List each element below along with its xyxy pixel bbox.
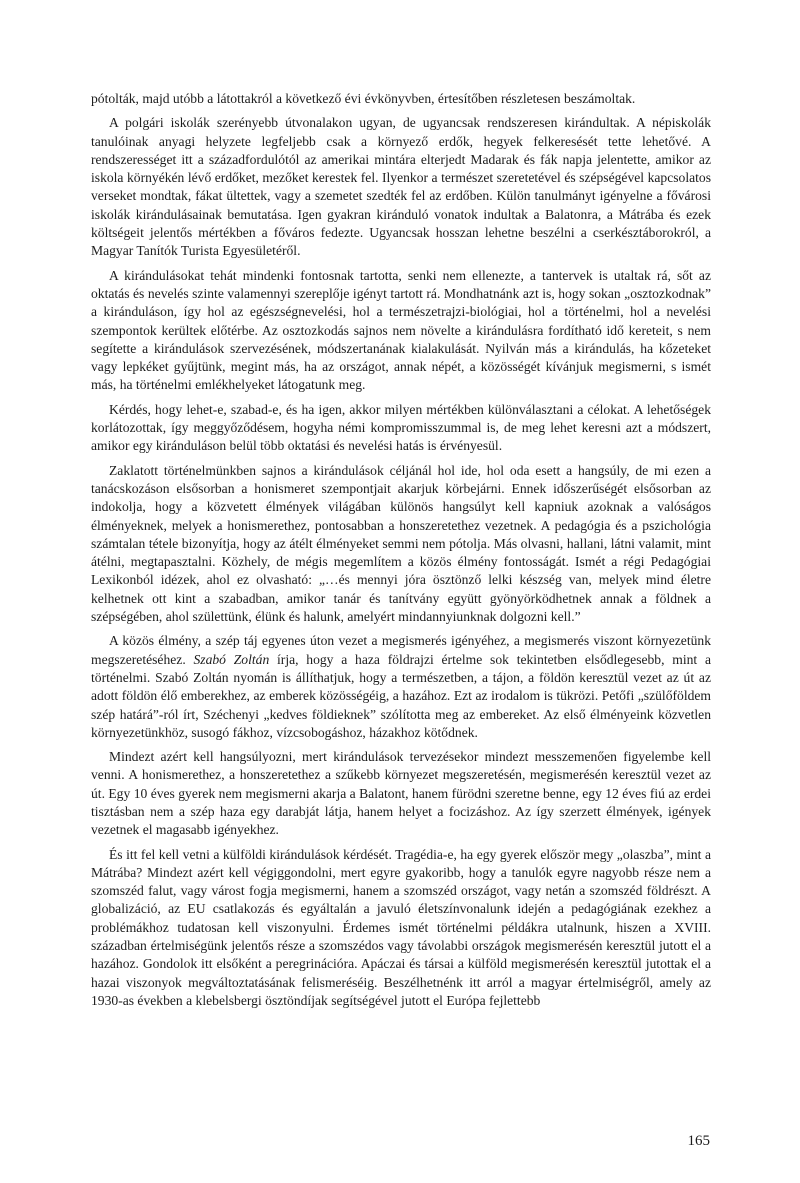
paragraph-5: Zaklatott történelmünkben sajnos a kirándulások céljánál hol ide, hol oda esett a hangsúly, de mi ezen a tanácskozáson elsősorban a honismeret szempontjait akarjuk körbejárni. Ennek időszerűségét elsősorban az indokolja, hogy a közvetett élmények világában különös hangsúlyt kell kapniuk azoknak a valóságos élményeknek, melyek a honismerethez, pontosabban a honszeretethez vezetnek. A pedagógia és a pszichológia számtalan tétele bizonyítja, hogy az átélt élményeket semmi nem pótolja. Más olvasni, hallani, látni valamit, mint átélni, megtapasztalni. Közhely, de mégis megemlítem a közös élmény fontosságát. Ismét a régi Pedagógiai Lexikonból idézek, ahol ez olvasható: „…és mennyi jóra ösztönző lelki készség van, melyek mind életre kelhetnek ott kint a szabadban, amikor tanár és tanítvány együtt gyönyörködhetnek annak a földnek a szépségében, ahol születtünk, élünk és halunk, amelyért mindannyiunknak dolgozni kell.” [91,462,711,625]
paragraph-1: pótolták, majd utóbb a látottakról a következő évi évkönyvben, értesítőben részletesen beszámoltak. [91,91,636,106]
paragraph-3: A kirándulásokat tehát mindenki fontosnak tartotta, senki nem ellenezte, a tantervek is utaltak rá, sőt az oktatás és nevelés szinte valamennyi szereplője igényt tartott rá. Mondhatnánk azt is, hogy sokan „osztozkodnak” a kiránduláson, így hol az egészségnevelési, hol a természetrajzi-biológiai, hol a történelmi, hol a nevelési szempontok kerültek előtérbe. Az osztozkodás sajnos nem növelte a kirándulásra fordítható idő kereteit, s nem segítette a kirándulások szervezésének, módszertanának kialakulását. Nyilván más a kirándulás, ha kőzeteket vagy lepkéket gyűjtünk, megint más, ha az országot, annak népét, a közösségét kívánjuk megismerni, s ismét más, ha történelmi emlékhelyeket látogatunk meg. [91,267,711,393]
paragraph-2: A polgári iskolák szerényebb útvonalakon ugyan, de ugyancsak rendszeresen kirándultak. A népiskolák tanulóinak anyagi helyzete legfeljebb csak a környező erdők, hegyek felkeresését tette lehetővé. A rendszerességet itt a századfordulótól az amerikai mintára elterjedt Madarak és fák napja jelentette, amikor az iskola környékén lévő erdőket, mezőket kerestek fel. Ilyenkor a természet szeretetével és szépségével kapcsolatos verseket mondtak, fákat ültettek, vagy a szemetet szedték fel az erdőben. Külön tanulmányt igényelne a fővárosi iskolák kirándulásainak bemutatása. Igen gyakran kiránduló vonatok indultak a Balatonra, a Mátrába és ezek költségeit jelentős mértékben a főváros fedezte. Ugyancsak hosszan lehetne beszélni a cserkésztáborokról, a Magyar Tanítók Turista Egyesületéről. [91,115,711,259]
paragraph-8: És itt fel kell vetni a külföldi kirándulások kérdését. Tragédia-e, ha egy gyerek először megy „olaszba”, mint a Mátrába? Mindezt azért kell végiggondolni, mert egyre gyakoribb, hogy a tanulók egyre nagyobb része nem a szomszéd falut, vagy várost fogja megismerni, hanem a szomszéd országot, vagy netán a szomszéd földrészt. A globalizáció, az EU csatlakozás és egyáltalán a javuló életszínvonalunk idején a pedagógiának ezekhez a problémákhoz tudatosan kell viszonyulni. Érdemes ismét történelmi példákra utalnunk, hiszen a XVIII. században értelmiségünk jelentős része a szomszédos vagy távolabbi országok megismerésén keresztül jutott el a hazához. Gondolok itt elsőként a peregrinációra. Apáczai és társai a külföld megismerésén keresztül jutottak el a hazai viszonyok megváltoztatásának felismeréséig. Beszélhetnénk itt arról a magyar értelmiségről, amely az 1930-as években a klebelsbergi ösztöndíjak segítségével jutott el Európa fejlettebb [91,846,711,1008]
paragraph-7: Mindezt azért kell hangsúlyozni, mert kirándulások tervezésekor mindezt messzemenően figyelembe kell venni. A honismerethez, a honszeretethez a szűkebb környezet megszeretésén, megismerésén keresztül vezet az út. Egy 10 éves gyerek nem megismerni akarja a Balatont, hanem fürödni szeretne benne, egy 12 éves fiú az erdei tisztásban nem a szép haza egy darabját látja, hanem helyet a focizáshoz. Az így szerzett élmények, igények vezetnek el magasabb igényekhez. [91,749,711,838]
paragraph-4: Kérdés, hogy lehet-e, szabad-e, és ha igen, akkor milyen mértékben különválasztani a célokat. A lehetőségek korlátozottak, így meggyőződésem, hogyha némi kompromisszummal is, de meg lehet keresni azt a módszert, amikor egy kiránduláson belül több oktatási és nevelési hatás is érvényesül. [91,401,711,454]
paragraph-6-rest: írja, hogy a haza földrajzi értelme sok tekintetben elsődlegesebb, mint a történelmi. Szabó Zoltán nyomán is állíthatjuk, hogy a természetben, a tájon, a földön keresztül vezet az út az adott földön élő emberekhez, az emberek közösségéig, a hazához. Ezt az irodalom is tükrözi. Petőfi „szülőföldem szép határá”-ról írt, Széchenyi „kedves földieknek” szólította meg az embereket. Az első élményeink közvetlen környezetünkhöz, susogó fákhoz, vízcsobogáshoz, házakhoz kötődnek. [91,651,711,740]
document-body [91,90,711,1016]
author-name: Szabó Zoltán [193,651,270,667]
paragraph-6 [91,632,711,742]
page-number: 165 [687,1133,710,1149]
paragraph-6-lead: A közös élmény, a szép táj egyenes úton vezet a megismerés igényéhez, a megismerés viszont környezetünk megszeretéséhez. [91,633,711,667]
